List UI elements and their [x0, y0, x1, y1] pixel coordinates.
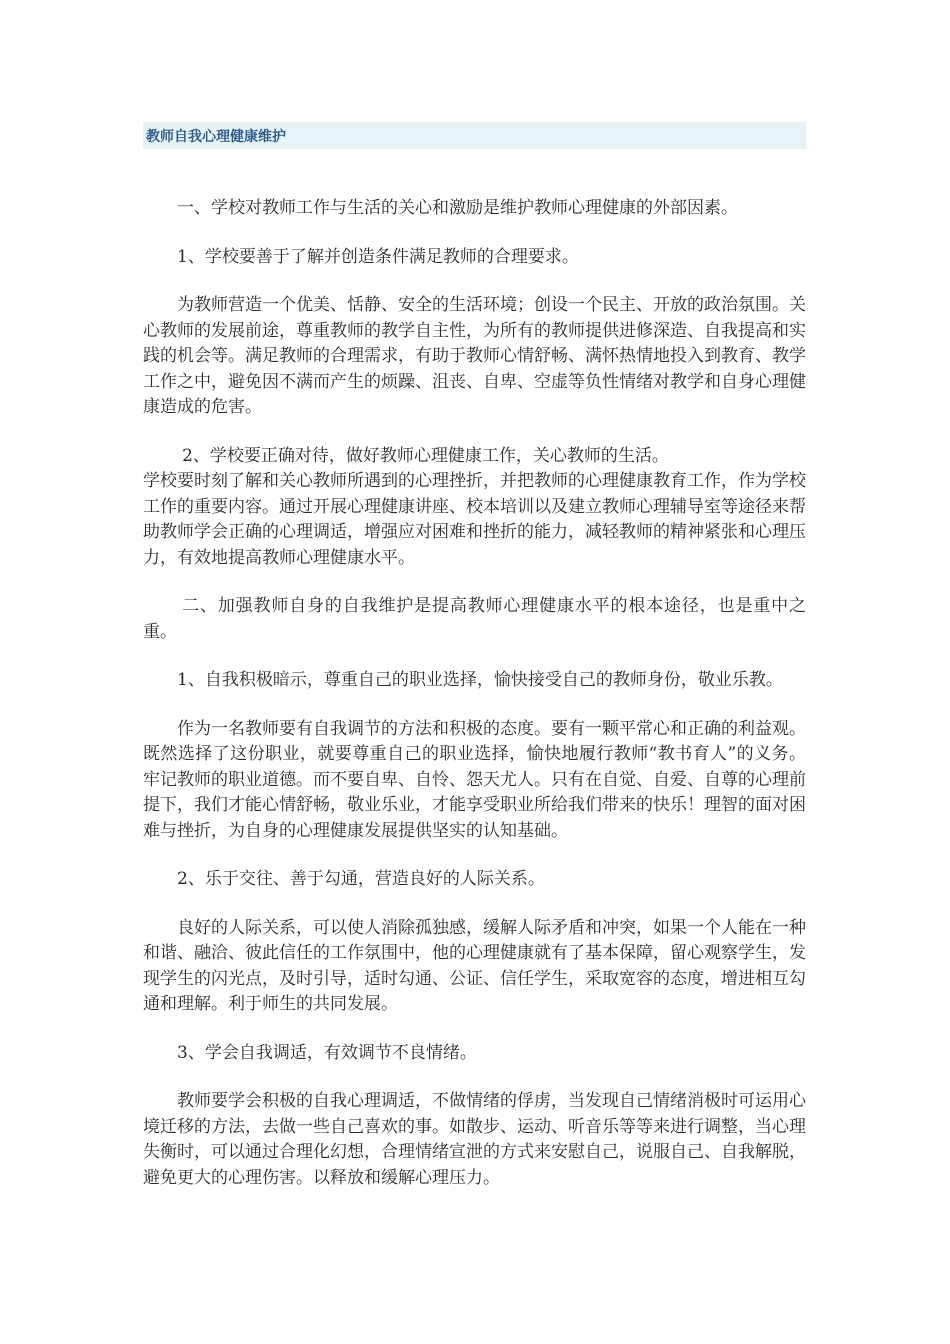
paragraph-body-1-1: 为教师营造一个优美、恬静、安全的生活环境；创设一个民主、开放的政治氛围。关心教师的发展前途，尊重教师的教学自主性，为所有的教师提供进修深造、自我提高和实践的机会等。满足教师的合理需求，有助于教师心情舒畅、满怀热情地投入到教育、教学工作之中，避免因不满而产生的烦躁、沮丧、自卑、空虚等负性情绪对教学和自身心理健康造成的危害。 [143, 295, 806, 417]
paragraph-body-2-3: 教师要学会积极的自我心理调适，不做情绪的俘虏，当发现自己情绪消极时可运用心境迁移的方法，去做一些自己喜欢的事。如散步、运动、听音乐等等来进行调整，当心理失衡时，可以通过合理化幻想，合理情绪宣泄的方式来安慰自己，说服自己、自我解脱，避免更大的心理伤害。以释放和缓解心理压力。 [143, 1091, 806, 1188]
title-bar [143, 122, 806, 149]
document-body [143, 196, 806, 1191]
paragraph-heading-2: 二、加强教师自身的自我维护是提高教师心理健康水平的根本途径，也是重中之重。 [143, 596, 806, 642]
paragraph-body-1-2: 学校要时刻了解和关心教师所遇到的心理挫折，并把教师的心理健康教育工作，作为学校工作的重要内容。通过开展心理健康讲座、校本培训以及建立教师心理辅导室等途径来帮助教师学会正确的心理调适，增强应对困难和挫折的能力，减轻教师的精神紧张和心理压力，有效地提高教师心理健康水平。 [143, 471, 806, 568]
paragraph-subheading-2-3: 3、学会自我调适，有效调节不良情绪。 [177, 1042, 477, 1063]
paragraph-subheading-2-1: 1、自我积极暗示，尊重自己的职业选择，愉快接受自己的教师身份，敬业乐教。 [177, 670, 783, 690]
paragraph-body-2-1: 作为一名教师要有自我调节的方法和积极的态度。要有一颗平常心和正确的利益观。既然选择了这份职业，就要尊重自己的职业选择，愉快地履行教师“教书育人”的义务。牢记教师的职业道德。而不要自卑、自怜、怨天尤人。只有在自觉、自爱、自尊的心理前提下，我们才能心情舒畅，敬业乐业，才能享受职业所给我们带来的快乐！理智的面对困难与挫折，为自身的心理健康发展提供坚实的认知基础。 [143, 718, 806, 841]
paragraph-subheading-1-2: 2、学校要正确对待，做好教师心理健康工作，关心教师的生活。 [182, 445, 669, 466]
paragraph-body-2-2: 良好的人际关系，可以使人消除孤独感，缓解人际矛盾和冲突，如果一个人能在一种和谐、融洽、彼此信任的工作氛围中，他的心理健康就有了基本保障，留心观察学生，发现学生的闪光点，及时引导，适时勾通、公证、信任学生，采取宽容的态度，增进相互勾通和理解。利于师生的共同发展。 [143, 917, 806, 1014]
paragraph-heading-1: 一、学校对教师工作与生活的关心和激励是维护教师心理健康的外部因素。 [177, 198, 738, 218]
document-title: 教师自我心理健康维护 [146, 129, 286, 145]
paragraph-subheading-1-1: 1、学校要善于了解并创造条件满足教师的合理要求。 [177, 246, 579, 267]
paragraph-subheading-2-2: 2、乐于交往、善于勾通，营造良好的人际关系。 [177, 869, 545, 889]
